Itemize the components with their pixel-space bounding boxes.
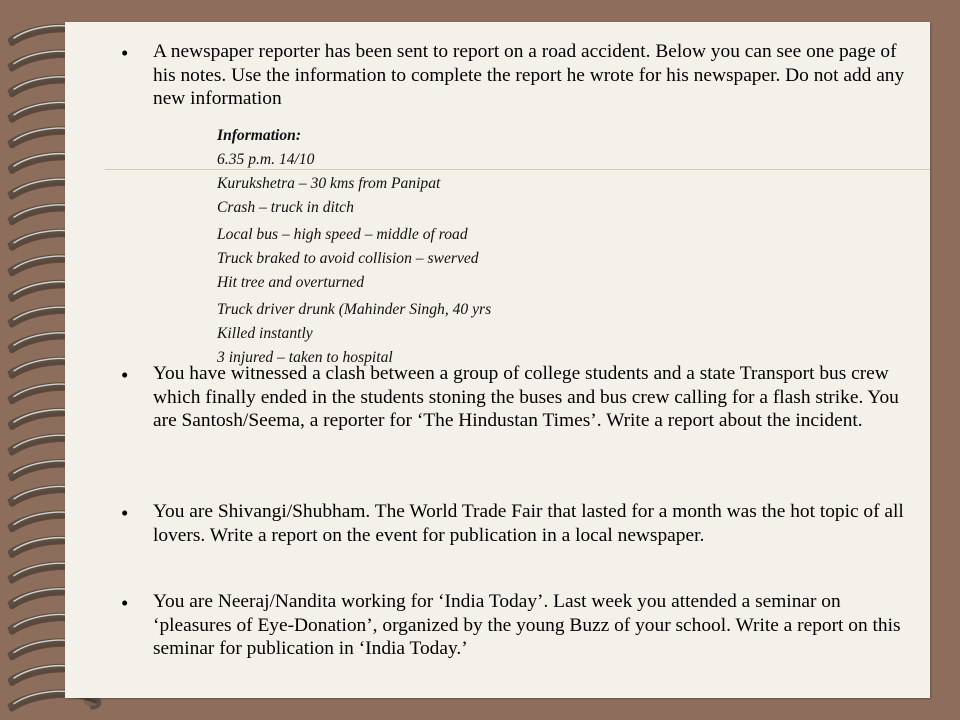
notebook-page [65,22,930,698]
bullet-item-accident-report [121,40,913,111]
notes-group-time-place [217,148,697,220]
reporter-notes [217,124,697,370]
bullet-text: You have witnessed a clash between a group of college students and a state Transport bus crew which finally ended in the students stoning the buses and bus crew calling for a flash strike. You are Santosh/Seema, a reporter for ‘The Hindustan Times’. Write a report about the incident. [153,363,899,431]
note-line: Kurukshetra – 30 kms from Panipat [217,175,441,192]
notes-heading: Information: [217,127,302,144]
bullet-marker: • [121,501,129,525]
bullet-marker: • [121,591,129,615]
note-line: 6.35 p.m. 14/10 [217,151,315,168]
bullet-item-trade-fair-report [121,500,913,547]
bullet-marker: • [121,41,129,65]
bullet-item-clash-report [121,362,913,433]
notes-group-casualties [217,298,697,370]
bullet-item-seminar-report [121,590,913,661]
bullet-text: A newspaper reporter has been sent to report on a road accident. Below you can see one page of his notes. Use the information to complete the report he wrote for his newspaper. Do not add any new information [153,41,905,109]
note-line: 3 injured – taken to hospital [217,349,393,366]
bullet-text: You are Neeraj/Nandita working for ‘India Today’. Last week you attended a seminar on ‘pleasures of Eye-Donation’, organized by the young Buzz of your school. Write a report on this seminar for publication in ‘India Today.’ [153,591,901,659]
note-line: Truck braked to avoid collision – swerved [217,250,479,267]
note-line: Local bus – high speed – middle of road [217,226,468,243]
note-line: Killed instantly [217,325,313,342]
note-line: Truck driver drunk (Mahinder Singh, 40 yrs [217,301,492,318]
note-line: Hit tree and overturned [217,274,365,291]
note-line: Crash – truck in ditch [217,199,354,216]
bullet-marker: • [121,363,129,387]
bullet-text: You are Shivangi/Shubham. The World Trade Fair that lasted for a month was the hot topic of all lovers. Write a report on the event for publication in a local newspaper. [153,501,904,546]
notes-group-collision [217,223,697,295]
